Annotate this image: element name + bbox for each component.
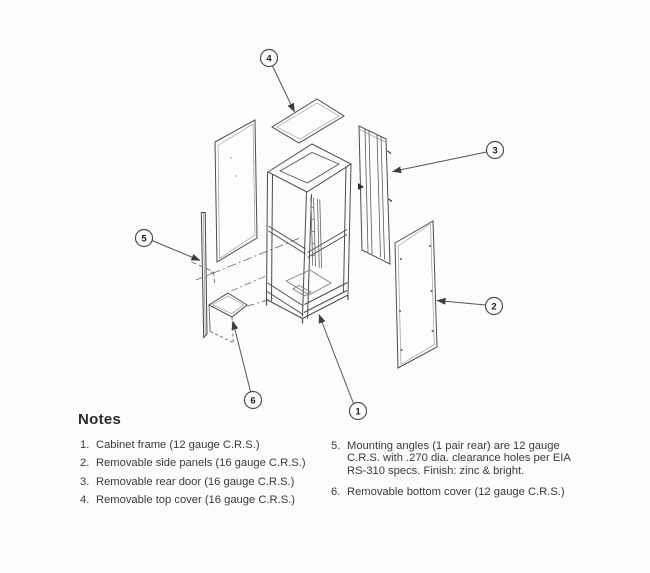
- callout-2-number: 2: [491, 301, 497, 313]
- note-text: Removable top cover (16 gauge C.R.S.): [96, 493, 295, 506]
- callout-5: [136, 230, 201, 261]
- callout-1: [319, 315, 367, 420]
- note-item-3: [80, 476, 325, 488]
- note-text: Cabinet frame (12 gauge C.R.S.): [96, 439, 260, 451]
- callout-6: [233, 321, 262, 409]
- rear-door: [358, 126, 392, 264]
- bottom-cover: [209, 293, 247, 343]
- callout-5-number: 5: [141, 233, 147, 245]
- callout-4: [261, 50, 295, 113]
- mounting-angle: [201, 213, 207, 338]
- note-number: 4.: [80, 493, 90, 506]
- note-item-2: [80, 457, 325, 469]
- note-text-line: RS-310 specs. Finish: zinc & bright.: [347, 464, 525, 477]
- note-text: Removable rear door (16 gauge C.R.S.): [96, 475, 295, 488]
- right-side-panel: [395, 221, 437, 368]
- cabinet-frame: [267, 144, 352, 324]
- callout-4-number: 4: [266, 53, 272, 65]
- note-text-line: C.R.S. with .270 dia. clearance holes per EIA: [347, 452, 571, 465]
- note-number: 1.: [80, 439, 90, 451]
- notes-heading: Notes: [78, 411, 122, 428]
- note-item-5: [331, 440, 607, 477]
- left-side-panel: [215, 120, 257, 262]
- notes-list-right: [331, 440, 607, 504]
- callout-3: [393, 142, 504, 172]
- note-item-4: [80, 494, 325, 506]
- callout-1-number: 1: [355, 406, 361, 418]
- note-text-line: Mounting angles (1 pair rear) are 12 gauge: [347, 440, 560, 452]
- note-text: Removable side panels (16 gauge C.R.S.): [96, 457, 306, 470]
- note-text: [347, 486, 607, 498]
- rear-mounting-angles: [311, 197, 322, 269]
- note-number: 3.: [80, 475, 90, 488]
- note-text-line: Removable bottom cover (12 gauge C.R.S.): [347, 485, 565, 498]
- note-number: 2.: [80, 457, 90, 470]
- callout-6-number: 6: [250, 395, 256, 407]
- note-number: 5.: [331, 440, 341, 452]
- note-item-6: [331, 486, 607, 498]
- note-text: [347, 440, 607, 477]
- note-number: 6.: [331, 485, 341, 498]
- note-item-1: [80, 439, 325, 451]
- callout-2: [437, 298, 503, 315]
- top-cover: [272, 99, 344, 143]
- notes-list-left: [80, 439, 325, 512]
- assembly-centerlines: [192, 238, 302, 307]
- callout-3-number: 3: [492, 145, 498, 157]
